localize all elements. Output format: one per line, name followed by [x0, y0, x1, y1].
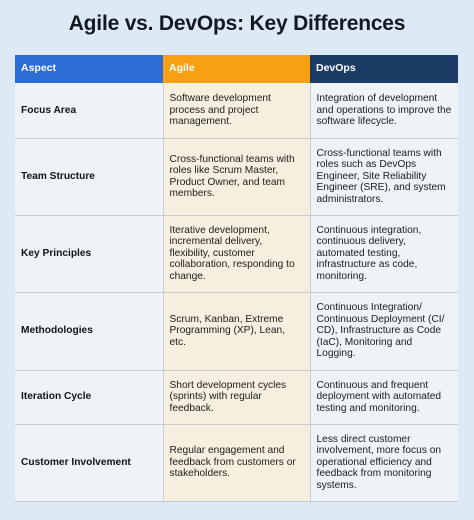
- table-row: [15, 424, 458, 501]
- cell-agile: Scrum, Kanban, Extreme Programming (XP), Lean, etc.: [163, 292, 310, 370]
- table-row: [15, 83, 458, 138]
- comparison-table: [15, 55, 458, 502]
- cell-devops: Continuous and frequent deployment with automated testing and monitoring.: [310, 370, 458, 424]
- cell-agile: Short development cycles (sprints) with regular feedback.: [163, 370, 310, 424]
- cell-devops: Continuous Integration/ Continuous Deployment (CI/ CD), Infrastructure as Code (IaC), Monitoring and Logging.: [310, 292, 458, 370]
- cell-aspect: Customer Involvement: [15, 424, 163, 501]
- cell-aspect: Team Structure: [15, 138, 163, 215]
- column-header-agile: Agile: [163, 55, 310, 83]
- page-title: Agile vs. DevOps: Key Differences: [68, 12, 406, 35]
- table-row: [15, 215, 458, 292]
- cell-aspect: Iteration Cycle: [15, 370, 163, 424]
- table-row: [15, 370, 458, 424]
- column-header-aspect: Aspect: [15, 55, 163, 83]
- cell-aspect: Focus Area: [15, 83, 163, 138]
- cell-agile: Cross-functional teams with roles like Scrum Master, Product Owner, and team members.: [163, 138, 310, 215]
- cell-aspect: Key Principles: [15, 215, 163, 292]
- cell-devops: Less direct customer involvement, more focus on operational efficiency and feedback from monitoring systems.: [310, 424, 458, 501]
- cell-aspect: Methodologies: [15, 292, 163, 370]
- cell-devops: Cross-functional teams with roles such as DevOps Engineer, Site Reliability Engineer (SRE), and system administrators.: [310, 138, 458, 215]
- table-row: [15, 292, 458, 370]
- cell-devops: Integration of development and operations to improve the software lifecycle.: [310, 83, 458, 138]
- cell-agile: Regular engagement and feedback from customers or stakeholders.: [163, 424, 310, 501]
- cell-devops: Continuous integration, continuous delivery, automated testing, infrastructure as code, monitoring.: [310, 215, 458, 292]
- cell-agile: Software development process and project management.: [163, 83, 310, 138]
- column-header-devops: DevOps: [310, 55, 458, 83]
- table-header-row: [15, 55, 458, 83]
- table-row: [15, 138, 458, 215]
- cell-agile: Iterative development, incremental delivery, flexibility, customer collaboration, responding to change.: [163, 215, 310, 292]
